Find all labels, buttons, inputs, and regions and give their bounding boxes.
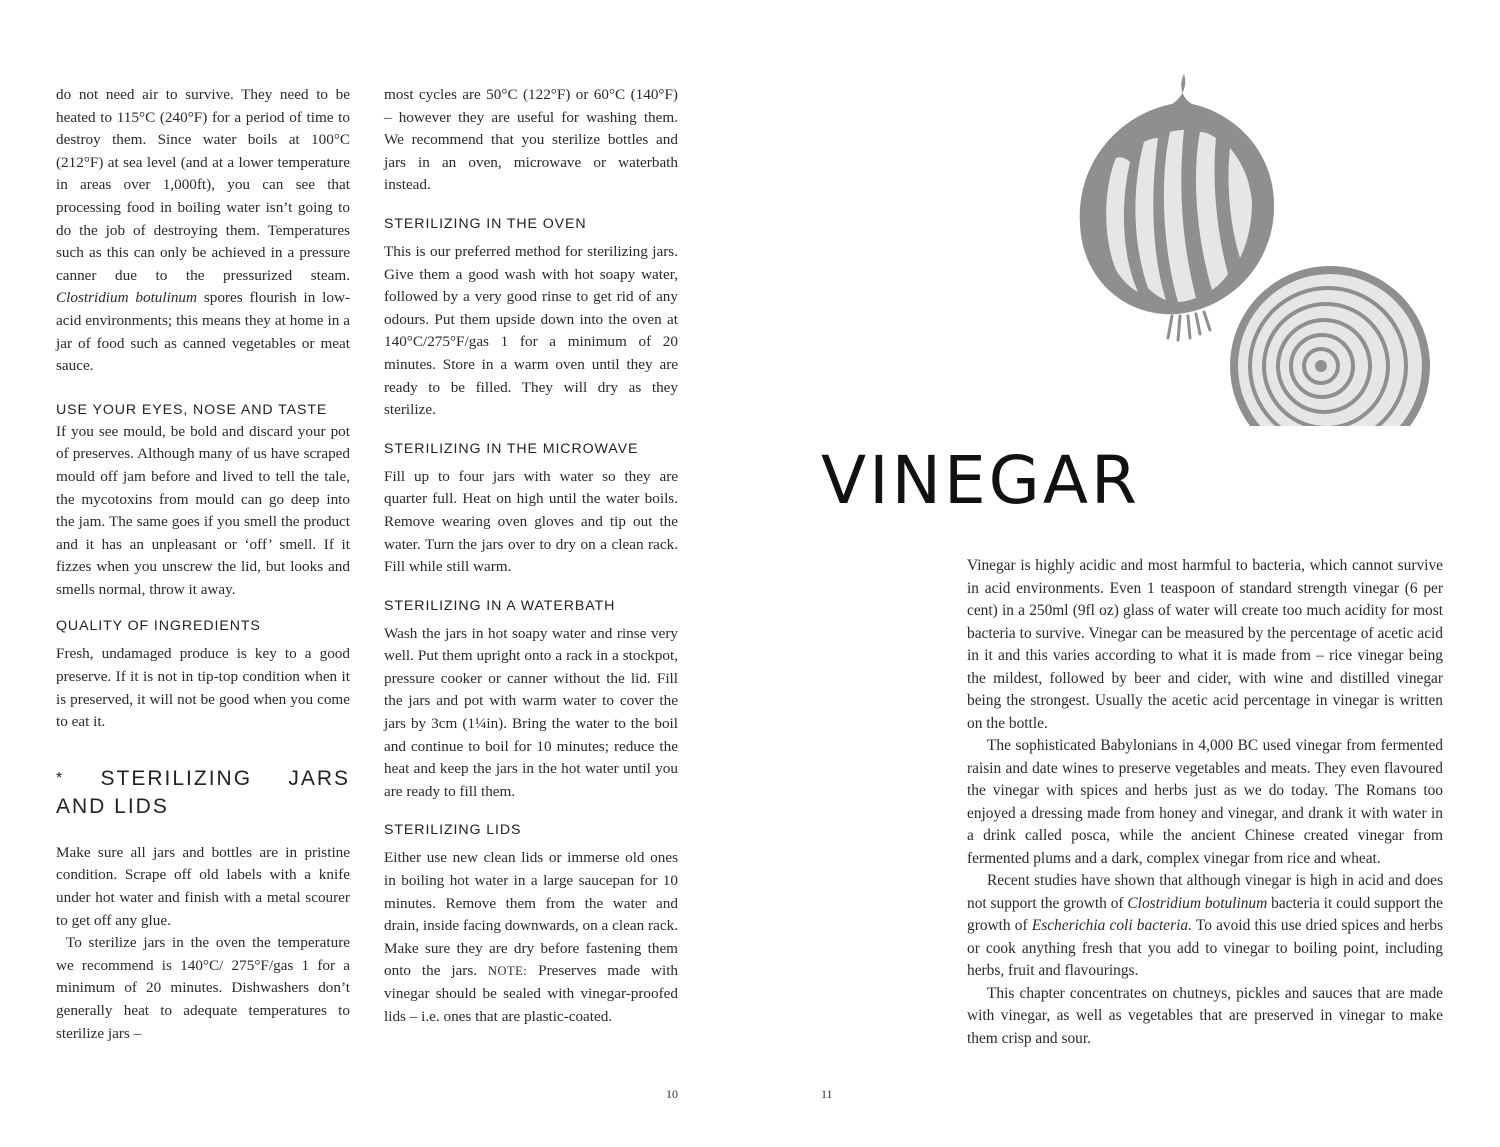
paragraph: This is our preferred method for sterilizing jars. Give them a good wash with hot soapy water, followed by a very good rinse to get rid of any odours. Put them upside down into the oven at 140°C/275°F/gas 1 for a minimum of 20 minutes. Store in a warm oven until they are ready to be filled. They will dry as they sterilize. — [384, 242, 678, 419]
paragraph — [56, 84, 350, 378]
subheading-oven: STERILIZING IN THE OVEN — [384, 215, 587, 232]
italic-term: Clostridium botulinum — [1127, 894, 1268, 912]
paragraph — [384, 847, 678, 1028]
paragraph: Fresh, undamaged produce is key to a good preserve. If it is not in tip-top condition when it is preserved, it will not be good when you come to eat it. — [56, 645, 350, 731]
italic-term: Escherichia coli bacteria. — [1031, 917, 1192, 934]
paragraph: Vinegar is highly acidic and most harmful to bacteria, which cannot survive in acid environments. Even 1 teaspoon of standard strength vinegar (6 per cent) in a 250ml (9fl oz) glass of water will create too much acidity for most bacteria to survive. Vinegar can be measured by the percentage of acetic acid in it and this varies according to what it is made from – rice vinegar being the mildest, followed by beer and cider, with wine and distilled vinegar being the strongest. Usually the acetic acid percentage in vinegar is written on the bottle. — [967, 557, 1443, 732]
right-column — [967, 555, 1443, 1050]
paragraph: The sophisticated Babylonians in 4,000 BC used vinegar from fermented raisin and date wines to preserve vegetables and meats. They even flavoured the vinegar with spices and herbs just as we do today. The Romans too enjoyed a dressing made from honey and vinegar, and drank it with water in a drink called posca, while the ancient Chinese created vinegar from fermented plums and a dark, complex vinegar from rice and wheat. — [967, 737, 1443, 867]
left-column-2 — [384, 84, 678, 1028]
subheading-lids: STERILIZING LIDS — [384, 822, 522, 839]
paragraph-text: To avoid this use dried spices and herbs or cook anything fresh that you add to vinegar to boiling point, including herbs, fruit and flavourings. — [967, 917, 1443, 979]
paragraph-text: do not need air to survive. They need to be heated to 115°C (240°F) for a period of time to destroy them. Since water boils at 100°C (212°F) at sea level (and at a lower temperature in areas over 1,000ft), you can see that processing food in boiling water isn’t going to do the job of destroying them. Temperatures such as this can only be achieved in a pressure canner due to the pressurized steam. — [56, 86, 350, 284]
paragraph-text: Recent studies have shown that although vinegar is high in acid and does not support the growth of — [967, 872, 1443, 912]
italic-term: Clostridium botulinum — [56, 289, 197, 307]
paragraph-text: bacteria it could support the growth of — [967, 894, 1443, 934]
note-label: NOTE: — [487, 964, 528, 979]
subheading-eyes-nose-taste: USE YOUR EYES, NOSE AND TASTE — [56, 401, 328, 418]
paragraph-text: Either use new clean lids or immerse old ones in boiling hot water in a large saucepan for 10 minutes. Remove them from the water and drain, inside facing downwards, on a clean rack. Make sure they are dry before fastening them onto the jars. — [384, 849, 678, 980]
paragraph: Fill up to four jars with water so they are quarter full. Heat on high until the water boils. Remove wearing oven gloves and tip out the water. Turn the jars over to dry on a clean rack. Fill while still warm. — [384, 467, 678, 576]
subheading-waterbath: STERILIZING IN A WATERBATH — [384, 597, 616, 614]
paragraph — [967, 870, 1443, 983]
paragraph: most cycles are 50°C (122°F) or 60°C (140°F) – however they are useful for washing them. We recommend that you sterilize bottles and jars in an oven, microwave or waterbath instead. — [384, 86, 678, 194]
section-heading-sterilizing-jars — [56, 766, 350, 820]
subheading-microwave: STERILIZING IN THE MICROWAVE — [384, 440, 639, 457]
paragraph: To sterilize jars in the oven the temperature we recommend is 140°C/ 275°F/gas 1 for a minimum of 20 minutes. Dishwashers don’t generally heat to adequate temperatures to sterilize jars – — [56, 934, 350, 1042]
onion-illustration-icon — [1060, 66, 1430, 426]
star-icon: * — [56, 769, 65, 787]
paragraph: This chapter concentrates on chutneys, pickles and sauces that are made with vinegar, as well as vegetables that are preserved in vinegar to make them crisp and sour. — [967, 984, 1443, 1047]
section-heading-text: STERILIZING JARS AND LIDS — [56, 766, 350, 818]
paragraph: Make sure all jars and bottles are in pristine condition. Scrape off old labels with a knife under hot water and finish with a metal scourer to get off any glue. — [56, 843, 350, 929]
page-number-right: 11 — [821, 1087, 833, 1101]
chapter-title: VINEGAR — [821, 442, 1140, 519]
paragraph-text: spores flourish in low-acid environments; this means they at home in a jar of food such as canned vegetables or meat sauce. — [56, 289, 350, 375]
page-number-left: 10 — [666, 1087, 678, 1101]
left-column-1 — [56, 84, 350, 1045]
paragraph-text: Preserves made with vinegar should be sealed with vinegar-proofed lids – i.e. ones that are plastic-coated. — [384, 962, 679, 1025]
paragraph: Wash the jars in hot soapy water and rinse very well. Put them upright onto a rack in a stockpot, pressure cooker or canner without the lid. Fill the jars and pot with warm water to cover the jars by 3cm (1¼in). Bring the water to the boil and continue to boil for 10 minutes; reduce the heat and keep the jars in the hot water until you are ready to fill them. — [384, 624, 678, 800]
subheading-quality: QUALITY OF INGREDIENTS — [56, 618, 261, 635]
paragraph: If you see mould, be bold and discard your pot of preserves. Although many of us have scraped mould off jam before and lived to tell the tale, the mycotoxins from mould can go deep into the jam. The same goes if you smell the product and it has an unpleasant or ‘off’ smell. If it fizzes when you unscrew the lid, but looks and smells normal, throw it away. — [56, 422, 350, 598]
